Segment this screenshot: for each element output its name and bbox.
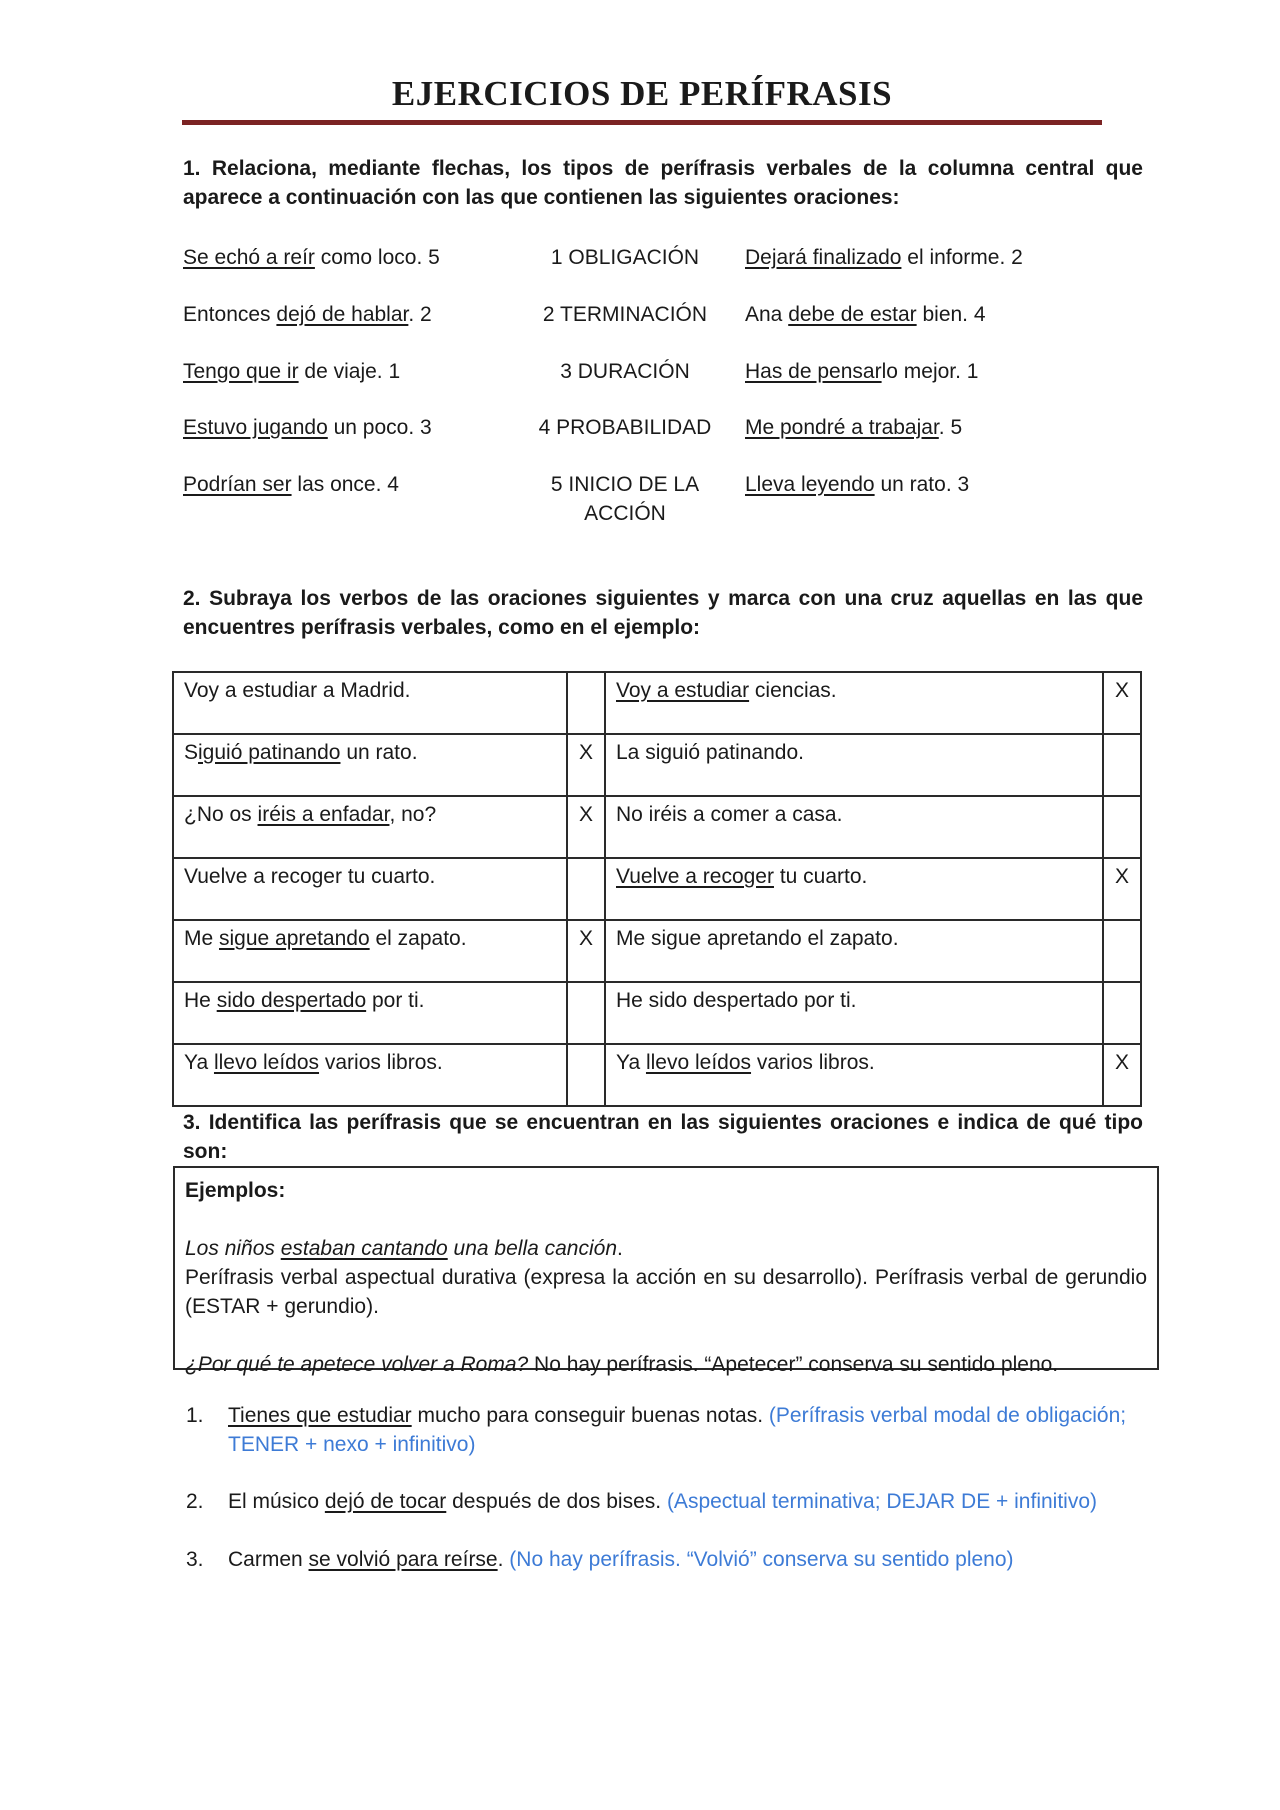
mark-cell <box>1103 982 1141 1044</box>
ex1-sentence: Dejará finalizado el informe. 2 <box>745 246 1023 269</box>
sentence-cell: Siguió patinando un rato. <box>173 734 567 796</box>
example-1-sentence: Los niños estaban cantando una bella canción. <box>185 1237 623 1260</box>
mark-cell: X <box>567 796 605 858</box>
mark-cell: X <box>1103 672 1141 734</box>
exercise-1-instruction: 1. Relaciona, mediante flechas, los tipos de perífrasis verbales de la columna central que aparece a continuación con las que contienen las siguientes oraciones: <box>183 157 1143 209</box>
examples-box <box>173 1166 1159 1376</box>
table-row <box>173 1044 1141 1106</box>
ex1-type: 1 OBLIGACIÓN <box>550 246 700 269</box>
sentence-cell: Ya llevo leídos varios libros. <box>605 1044 1103 1106</box>
mark-cell <box>567 672 605 734</box>
sentence-cell: No iréis a comer a casa. <box>605 796 1103 858</box>
exercise-3-instruction: 3. Identifica las perífrasis que se encuentran en las siguientes oraciones e indica de qué tipo son: <box>183 1111 1143 1163</box>
table-row <box>173 796 1141 858</box>
ex1-type: 5 INICIO DE LA ACCIÓN <box>550 473 700 525</box>
answer-text: (Perífrasis verbal modal de obligación; TENER + nexo + infinitivo) <box>228 1404 1127 1456</box>
sentence-cell: Vuelve a recoger tu cuarto. <box>605 858 1103 920</box>
ex1-sentence: Se echó a reír como loco. 5 <box>183 246 440 269</box>
sentence-cell: Voy a estudiar a Madrid. <box>173 672 567 734</box>
ex1-type: 4 PROBABILIDAD <box>538 416 712 439</box>
mark-cell <box>567 982 605 1044</box>
ex1-sentence: Has de pensarlo mejor. 1 <box>745 360 979 383</box>
ex1-sentence: Estuvo jugando un poco. 3 <box>183 416 432 439</box>
page-title: EJERCICIOS DE PERÍFRASIS <box>391 74 893 113</box>
table-row <box>173 858 1141 920</box>
ex1-sentence: Ana debe de estar bien. 4 <box>745 303 986 326</box>
sentence-cell: Me sigue apretando el zapato. <box>605 920 1103 982</box>
mark-cell: X <box>567 920 605 982</box>
exercise-2-table <box>172 671 1142 1107</box>
sentence-cell: Voy a estudiar ciencias. <box>605 672 1103 734</box>
sentence-cell: Vuelve a recoger tu cuarto. <box>173 858 567 920</box>
mark-cell <box>1103 796 1141 858</box>
examples-heading: Ejemplos: <box>185 1179 286 1202</box>
sentence-cell: Me sigue apretando el zapato. <box>173 920 567 982</box>
mark-cell: X <box>567 734 605 796</box>
title-divider <box>182 120 1102 125</box>
sentence-cell: He sido despertado por ti. <box>605 982 1103 1044</box>
ex1-sentence: Me pondré a trabajar. 5 <box>745 416 963 439</box>
mark-cell: X <box>1103 858 1141 920</box>
sentence-cell: ¿No os iréis a enfadar, no? <box>173 796 567 858</box>
table-row <box>173 734 1141 796</box>
mark-cell: X <box>1103 1044 1141 1106</box>
sentence-cell: Ya llevo leídos varios libros. <box>173 1044 567 1106</box>
example-1-explanation: Perífrasis verbal aspectual durativa (expresa la acción en su desarrollo). Perífrasis verbal de gerundio (ESTAR + gerundio). <box>185 1266 1147 1318</box>
answer-text: (No hay perífrasis. “Volvió” conserva su sentido pleno) <box>509 1548 1014 1571</box>
sentence-cell: He sido despertado por ti. <box>173 982 567 1044</box>
table-row <box>173 920 1141 982</box>
mark-cell <box>567 1044 605 1106</box>
ex1-type: 3 DURACIÓN <box>560 360 690 383</box>
ex1-sentence: Tengo que ir de viaje. 1 <box>183 360 401 383</box>
table-row <box>173 982 1141 1044</box>
ex1-sentence: Lleva leyendo un rato. 3 <box>745 473 970 496</box>
ex1-sentence: Podrían ser las once. 4 <box>183 473 399 496</box>
mark-cell <box>1103 920 1141 982</box>
answer-text: (Aspectual terminativa; DEJAR DE + infinitivo) <box>666 1490 1098 1513</box>
sentence-cell: La siguió patinando. <box>605 734 1103 796</box>
mark-cell <box>567 858 605 920</box>
mark-cell <box>1103 734 1141 796</box>
table-row <box>173 672 1141 734</box>
worksheet-page: EJERCICIOS DE PERÍFRASIS 1. Relaciona, mediante flechas, los tipos de perífrasis verbales de la columna central que aparece a continuación con las que contienen las siguientes oraciones: Se echó a reír como loco. 5 1 OBLIGACIÓN Dejará finalizado el informe. 2 Entonces dejó de hablar. 2 2 TERMINACIÓN Ana debe de estar bien. 4 Tengo que ir de viaje. 1 3 DURACIÓN Has de pensarlo mejor. 1 Estuvo jugando un poco. 3 4 PROBABILIDAD Me pondré a trabajar. 5 Podrían ser las once. 4 5 INICIO DE LA ACCIÓN Lleva leyendo un rato. 3 2. Subraya los verbos de las oraciones siguientes y marca con una cruz aquellas en las que encuentres perífrasis verbales, como en el ejemplo: Voy a estudiar a Madrid. Voy a estudiar ciencias. X Siguió patinando un rato. X La siguió patinando. ¿No os iréis a enfadar, no? X No iréis a comer a casa. Vuelve a recoger tu cuarto. Vuelve a recoger tu cuarto. X Me sigue apretando el zapato. X Me sigue apretando el zapato. He sido despertado por ti. He sido despertado por ti. Ya llevo leídos varios libros. Ya llevo leídos varios libros. X 3. Identifica las perífrasis que se encuentran en las siguientes oraciones e indica de qué tipo son: Ejemplos: Los niños estaban cantando una bella canción. Perífrasis verbal aspectual durativa (expresa la acción en su desarrollo). Perífrasis verbal de gerundio (ESTAR + gerundio). ¿Por qué te apetece volver a Roma? No hay perífrasis. “Apetecer” conserva su sentido pleno. 1. Tienes que estudiar mucho para conseguir buenas notas. (Perífrasis verbal modal de obligación; TENER + nexo + infinitivo) 2. El músico dejó de tocar después de dos bises. (Aspectual terminativa; DEJAR DE + infinitivo) 3. Carmen se volvió para reírse. (No hay perífrasis. “Volvió” conserva su sentido pleno) <box>0 0 1280 1810</box>
ex1-sentence: Entonces dejó de hablar. 2 <box>183 303 432 326</box>
ex1-type: 2 TERMINACIÓN <box>542 303 708 326</box>
exercise-2-instruction: 2. Subraya los verbos de las oraciones siguientes y marca con una cruz aquellas en las que encuentres perífrasis verbales, como en el ejemplo: <box>183 587 1143 639</box>
example-2-sentence: ¿Por qué te apetece volver a Roma? No hay perífrasis. “Apetecer” conserva su sentido pleno. <box>185 1353 1059 1376</box>
